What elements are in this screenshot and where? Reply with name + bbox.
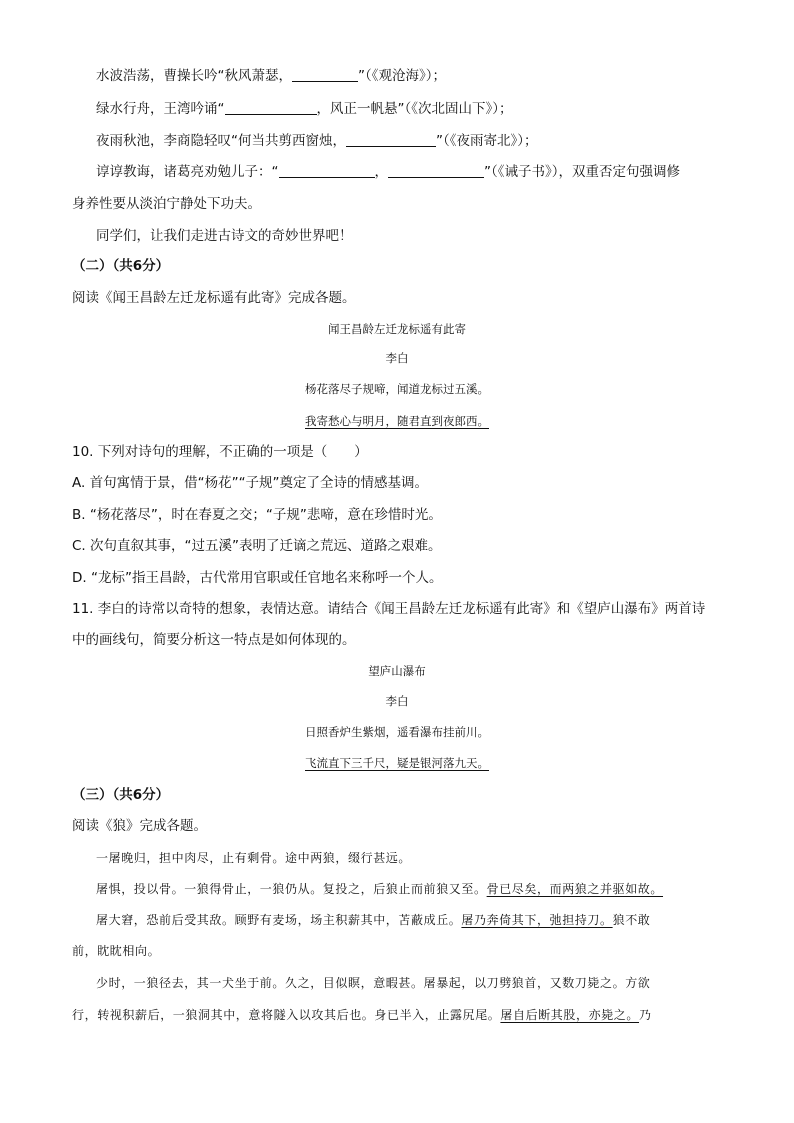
recall-line-5: 身养性要从淡泊宁静处下功夫。 [72, 196, 261, 212]
section-heading-2: （二）（共6分） [72, 258, 170, 274]
recall-line-3 [96, 131, 538, 151]
recall-text: ”（《观沧海》）； [358, 68, 446, 84]
answer-blank[interactable] [225, 100, 317, 115]
underlined-sentence: 屠乃奔倚其下，弛担持刀。 [461, 913, 613, 927]
poem2-author: 李白 [385, 694, 409, 708]
answer-blank[interactable] [279, 163, 375, 178]
prose-paragraph-4-cont: 行，转视积薪后，一狼洞其中，意将隧入以攻其后也。身已半入，止露尻尾。屠自后断其股，亦毙之。乃 [72, 1008, 652, 1022]
poem-title: 闻王昌龄左迁龙标遥有此寄 [328, 322, 466, 336]
answer-blank[interactable] [388, 163, 484, 178]
poem2-title: 望庐山瀑布 [368, 664, 426, 678]
poem2-line-underlined: 飞流直下三千尺，疑是银河落九天。 [305, 756, 489, 770]
recall-line-2 [96, 99, 513, 119]
option-a[interactable]: A. 首句寓情于景，借“杨花”“子规”奠定了全诗的情感基调。 [72, 475, 429, 491]
prose-paragraph-4: 少时，一狼径去，其一犬坐于前。久之，目似瞑，意暇甚。屠暴起，以刀劈狼首，又数刀毙之。方欲 [96, 976, 651, 990]
recall-text: ”（《诫子书》），双重否定句强调修 [484, 164, 680, 180]
prose-paragraph-3-cont: 前，眈眈相向。 [72, 944, 161, 958]
recall-line-6: 同学们，让我们走进古诗文的奇妙世界吧！ [96, 228, 353, 244]
recall-text: 夜雨秋池，李商隐轻叹“何当共剪西窗烛， [96, 133, 346, 149]
recall-text: 水波浩荡，曹操长吟“秋风萧瑟， [96, 68, 292, 84]
recall-text: ”（《夜雨寄北》）； [436, 133, 538, 149]
recall-line-1 [96, 66, 446, 86]
prose-paragraph-3: 屠大窘，恐前后受其敌。顾野有麦场，场主积薪其中，苫蔽成丘。屠乃奔倚其下，弛担持刀。狼不敢 [96, 913, 651, 927]
underlined-sentence: 屠自后断其股，亦毙之。 [500, 1008, 640, 1022]
poem-line: 杨花落尽子规啼，闻道龙标过五溪。 [305, 382, 489, 396]
option-c[interactable]: C. 次句直叙其事，“过五溪”表明了迁谪之荒远、道路之艰难。 [72, 538, 442, 554]
answer-blank[interactable] [346, 132, 436, 147]
recall-text: ， [374, 164, 388, 180]
poem-line-underlined: 我寄愁心与明月，随君直到夜郎西。 [305, 414, 489, 428]
section-intro-2: 阅读《闻王昌龄左迁龙标遥有此寄》完成各题。 [72, 290, 356, 306]
section-heading-3: （三）（共6分） [72, 787, 170, 803]
option-d[interactable]: D. “龙标”指王昌龄，古代常用官职或任官地名来称呼一个人。 [72, 570, 443, 586]
recall-text: 谆谆教诲，诸葛亮劝勉儿子：“ [96, 164, 279, 180]
recall-text: 绿水行舟，王湾吟诵“ [96, 101, 225, 117]
prose-paragraph-2: 屠惧，投以骨。一狼得骨止，一狼仍从。复投之，后狼止而前狼又至。骨已尽矣，而两狼之并驱如故。 [96, 882, 664, 896]
poem2-line: 日照香炉生紫烟，遥看瀑布挂前川。 [305, 725, 489, 739]
underlined-sentence: 骨已尽矣，而两狼之并驱如故。 [486, 882, 664, 896]
question-11-line-2: 中的画线句，简要分析这一特点是如何体现的。 [72, 632, 356, 648]
question-11-line-1: 11. 李白的诗常以奇特的想象，表情达意。请结合《闻王昌龄左迁龙标遥有此寄》和《望庐山瀑布》两首诗 [72, 601, 706, 617]
recall-text: ，风正一帆悬”（《次北固山下》）； [316, 101, 513, 117]
poem-author: 李白 [385, 351, 409, 365]
recall-line-4 [96, 162, 680, 182]
question-10: 10. 下列对诗句的理解，不正确的一项是（ ） [72, 444, 368, 460]
answer-blank[interactable] [292, 67, 358, 82]
option-b[interactable]: B. “杨花落尽”，时在春夏之交；“子规”悲啼，意在珍惜时光。 [72, 507, 442, 523]
section-intro-3: 阅读《狼》完成各题。 [72, 818, 207, 834]
prose-paragraph-1: 一屠晚归，担中肉尽，止有剩骨。途中两狼，缀行甚远。 [96, 851, 412, 865]
